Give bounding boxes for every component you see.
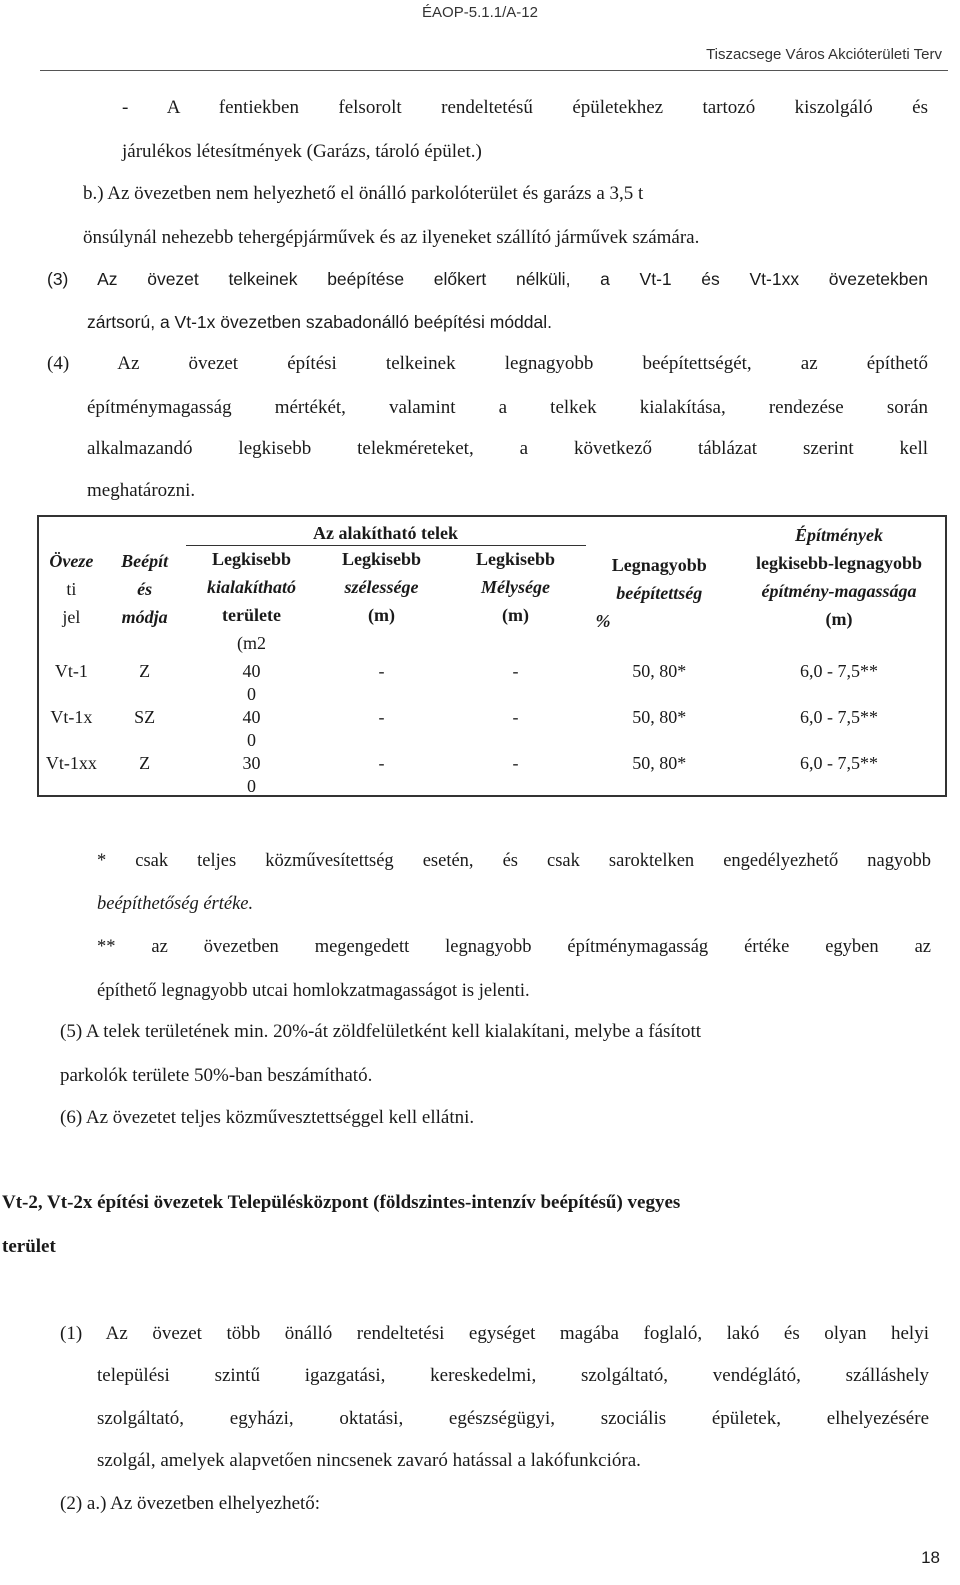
section2-par1-line2: települési szintű igazgatási, kereskedelmi, szolgáltató, vendéglátó, szálláshely <box>97 1365 929 1386</box>
cell-depth: - <box>512 661 519 681</box>
cell-mode: SZ <box>134 707 156 727</box>
section2-par1-line4: szolgál, amelyek alapvetően nincsenek zavaró hatással a lakófunkcióra. <box>97 1450 641 1471</box>
header-project-code: ÉAOP-5.1.1/A-12 <box>422 4 538 21</box>
cell-depth: - <box>512 753 519 773</box>
item-b-line2: önsúlynál nehezebb tehergépjárművek és az ilyeneket szállító járművek számára. <box>83 227 700 248</box>
cell-depth: - <box>512 707 519 727</box>
col-header-zone: Öveze ti jel <box>49 551 94 627</box>
paragraph-5-line1: (5) A telek területének min. 20%-át zöldfelületként kell kialakítani, melybe a fásított <box>60 1021 702 1042</box>
paragraph-4-line3: alkalmazandó legkisebb telekméreteket, a következő táblázat szerint kell <box>87 438 928 459</box>
note-2-line1: ** az övezetben megengedett legnagyobb építménymagasság értéke egyben az <box>97 937 931 957</box>
col-header-lot-group <box>186 516 586 657</box>
cell-zone: Vt-1x <box>50 707 93 727</box>
group-header-lot: Az alakítható telek <box>186 521 586 546</box>
cell-height: 6,0 - 7,5** <box>800 661 879 681</box>
cell-width: - <box>378 661 385 681</box>
col-header-area: Legkisebb kialakítható területe (m2 <box>206 549 296 653</box>
header-doc-title: Tiszacsege Város Akcióterületi Terv <box>706 46 942 63</box>
section2-par1-line1: (1) Az övezet több önálló rendeltetési egységet magába foglaló, lakó és olyan helyi <box>60 1323 929 1344</box>
cell-mode: Z <box>139 753 151 773</box>
paragraph-5-line2: parkolók területe 50%-ban beszámítható. <box>60 1065 373 1086</box>
section2-par2-line1: (2) a.) Az övezetben elhelyezhető: <box>60 1493 321 1514</box>
cell-area: 40 0 <box>242 707 261 750</box>
col-header-depth: Legkisebb Mélysége (m) <box>475 549 556 625</box>
note-1-line2: beépíthetőség értéke. <box>97 894 254 914</box>
section-heading-line2: terület <box>2 1236 56 1257</box>
paragraph-4-line4: meghatározni. <box>87 480 196 501</box>
cell-height: 6,0 - 7,5** <box>800 753 879 773</box>
cell-zone: Vt-1 <box>54 661 88 681</box>
col-header-width: Legkisebb szélessége (m) <box>341 549 422 625</box>
note-1-line1: * csak teljes közművesítettség esetén, és csak saroktelken engedélyezhető nagyobb <box>97 851 931 871</box>
cell-height: 6,0 - 7,5** <box>800 707 879 727</box>
cell-coverage: 50, 80* <box>632 753 687 773</box>
section-heading-line1: Vt-2, Vt-2x építési övezetek Településközpont (földszintes-intenzív beépítésű) vegyes <box>2 1192 681 1213</box>
header-divider <box>40 70 948 71</box>
paragraph-3-line2: zártsorú, a Vt-1x övezetben szabadonálló beépítési móddal. <box>87 312 553 332</box>
cell-width: - <box>378 707 385 727</box>
cell-coverage: 50, 80* <box>632 707 687 727</box>
col-header-height: Építmények legkisebb-legnagyobb építmény-magassága (m) <box>756 525 923 629</box>
paragraph-4-line1: (4) Az övezet építési telkeinek legnagyobb beépítettségét, az építhető <box>47 353 928 374</box>
cell-coverage: 50, 80* <box>632 661 687 681</box>
col-header-mode: Beépít és módja <box>121 551 169 627</box>
item-a-line2: járulékos létesítmények (Garázs, tároló épület.) <box>122 141 482 162</box>
col-header-coverage: Legnagyobb beépítettség % <box>595 555 707 631</box>
section2-par1-line3: szolgáltató, egyházi, oktatási, egészségügyi, szociális épületek, elhelyezésére <box>97 1408 929 1429</box>
cell-area: 30 0 <box>242 753 261 796</box>
paragraph-3-line1: (3) Az övezet telkeinek beépítése előkert nélküli, a Vt-1 és Vt-1xx övezetekben <box>47 269 928 289</box>
cell-mode: Z <box>139 661 151 681</box>
note-2-line2: építhető legnagyobb utcai homlokzatmagasságot is jelenti. <box>97 981 530 1001</box>
item-a-line1: - A fentiekben felsorolt rendeltetésű épületekhez tartozó kiszolgáló és <box>122 97 928 118</box>
cell-width: - <box>378 753 385 773</box>
zone-parameters-table <box>37 515 947 797</box>
table-row <box>38 657 946 703</box>
cell-area: 40 0 <box>242 661 261 704</box>
table-row <box>38 703 946 749</box>
paragraph-4-line2: építménymagasság mértékét, valamint a telkek kialakítása, rendezése során <box>87 397 928 418</box>
table-row <box>38 749 946 796</box>
page-number: 18 <box>921 1548 940 1567</box>
paragraph-6: (6) Az övezetet teljes közművesztettséggel kell ellátni. <box>60 1107 475 1128</box>
item-b-line1: b.) Az övezetben nem helyezhető el önálló parkolóterület és garázs a 3,5 t <box>83 183 644 204</box>
cell-zone: Vt-1xx <box>45 753 97 773</box>
